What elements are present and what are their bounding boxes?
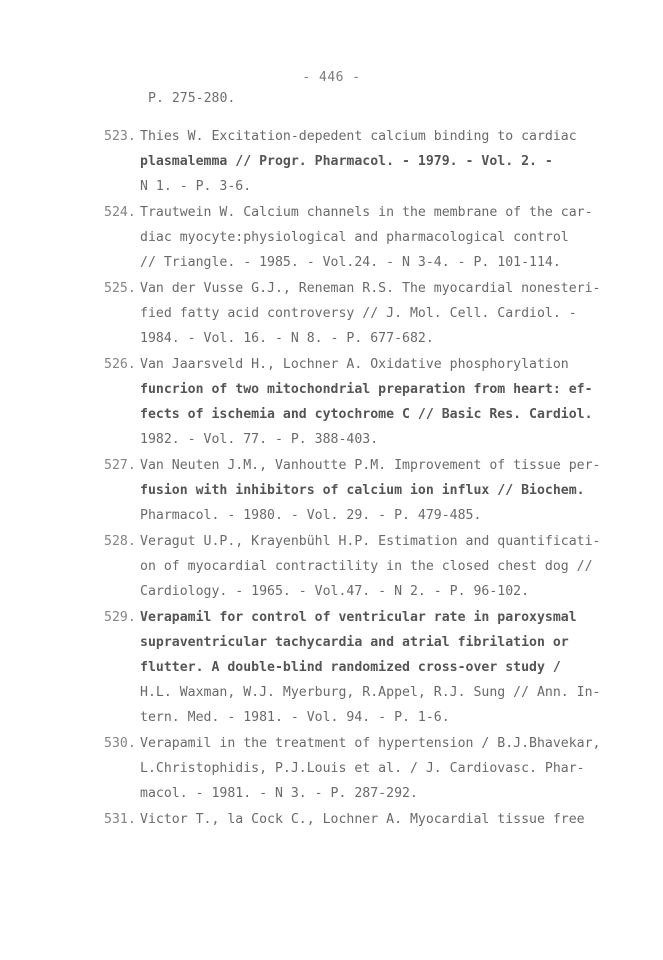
entry-number: 527. (104, 458, 136, 473)
entry-line: fects of ischemia and cytochrome C // Basic Res. Cardiol. (140, 407, 593, 422)
entry-line: H.L. Waxman, W.J. Myerburg, R.Appel, R.J. Sung // Ann. In- (140, 685, 601, 700)
entry-line: 1984. - Vol. 16. - N 8. - P. 677-682. (140, 331, 434, 346)
entry-line: fusion with inhibitors of calcium ion influx // Biochem. (140, 483, 585, 498)
entry-line: on of myocardial contractility in the closed chest dog // (140, 559, 593, 574)
entry-line: plasmalemma // Progr. Pharmacol. - 1979. - Vol. 2. - (140, 154, 553, 169)
entry-line: Thies W. Excitation-depedent calcium binding to cardiac (140, 129, 577, 144)
entry-line: diac myocyte:physiological and pharmacological control (140, 230, 569, 245)
entry-number: 528. (104, 534, 136, 549)
entry-line: Van Neuten J.M., Vanhoutte P.M. Improvement of tissue per- (140, 458, 601, 473)
entry-number: 531. (104, 812, 136, 827)
entry-number: 529. (104, 610, 136, 625)
entry-line: Veragut U.P., Krayenbühl H.P. Estimation and quantificati- (140, 534, 601, 549)
entry-line: Van Jaarsveld H., Lochner A. Oxidative phosphorylation (140, 357, 569, 372)
entry-line: funcrion of two mitochondrial preparation from heart: ef- (140, 382, 593, 397)
entry-line: flutter. A double-blind randomized cross-over study / (140, 660, 561, 675)
entry-line: Verapamil in the treatment of hypertension / B.J.Bhavekar, (140, 736, 601, 751)
entry-line: Cardiology. - 1965. - Vol.47. - N 2. - P. 96-102. (140, 584, 530, 599)
entry-line: Van der Vusse G.J., Reneman R.S. The myocardial nonesteri- (140, 281, 601, 296)
entry-number: 530. (104, 736, 136, 751)
page-number: - 446 - (302, 70, 361, 85)
entry-line: supraventricular tachycardia and atrial fibrilation or (140, 635, 569, 650)
entry-line: Trautwein W. Calcium channels in the membrane of the car- (140, 205, 593, 220)
entry-line: tern. Med. - 1981. - Vol. 94. - P. 1-6. (140, 710, 450, 725)
entry-number: 525. (104, 281, 136, 296)
entry-number: 523. (104, 129, 136, 144)
entry-line: N 1. - P. 3-6. (140, 179, 252, 194)
entry-line: Victor T., la Cock C., Lochner A. Myocardial tissue free (140, 812, 585, 827)
entry-line: 1982. - Vol. 77. - P. 388-403. (140, 432, 379, 447)
entry-line: Verapamil for control of ventricular rate in paroxysmal (140, 610, 577, 625)
entry-line: macol. - 1981. - N 3. - P. 287-292. (140, 786, 418, 801)
entry-line: fied fatty acid controversy // J. Mol. Cell. Cardiol. - (140, 306, 577, 321)
entry-line: Pharmacol. - 1980. - Vol. 29. - P. 479-485. (140, 508, 482, 523)
entry-number: 524. (104, 205, 136, 220)
entry-number: 526. (104, 357, 136, 372)
entry-line: // Triangle. - 1985. - Vol.24. - N 3-4. - P. 101-114. (140, 255, 561, 270)
continuation-line: Р. 275-280. (148, 91, 236, 106)
entry-line: L.Christophidis, P.J.Louis et al. / J. Cardiovasc. Phar- (140, 761, 585, 776)
